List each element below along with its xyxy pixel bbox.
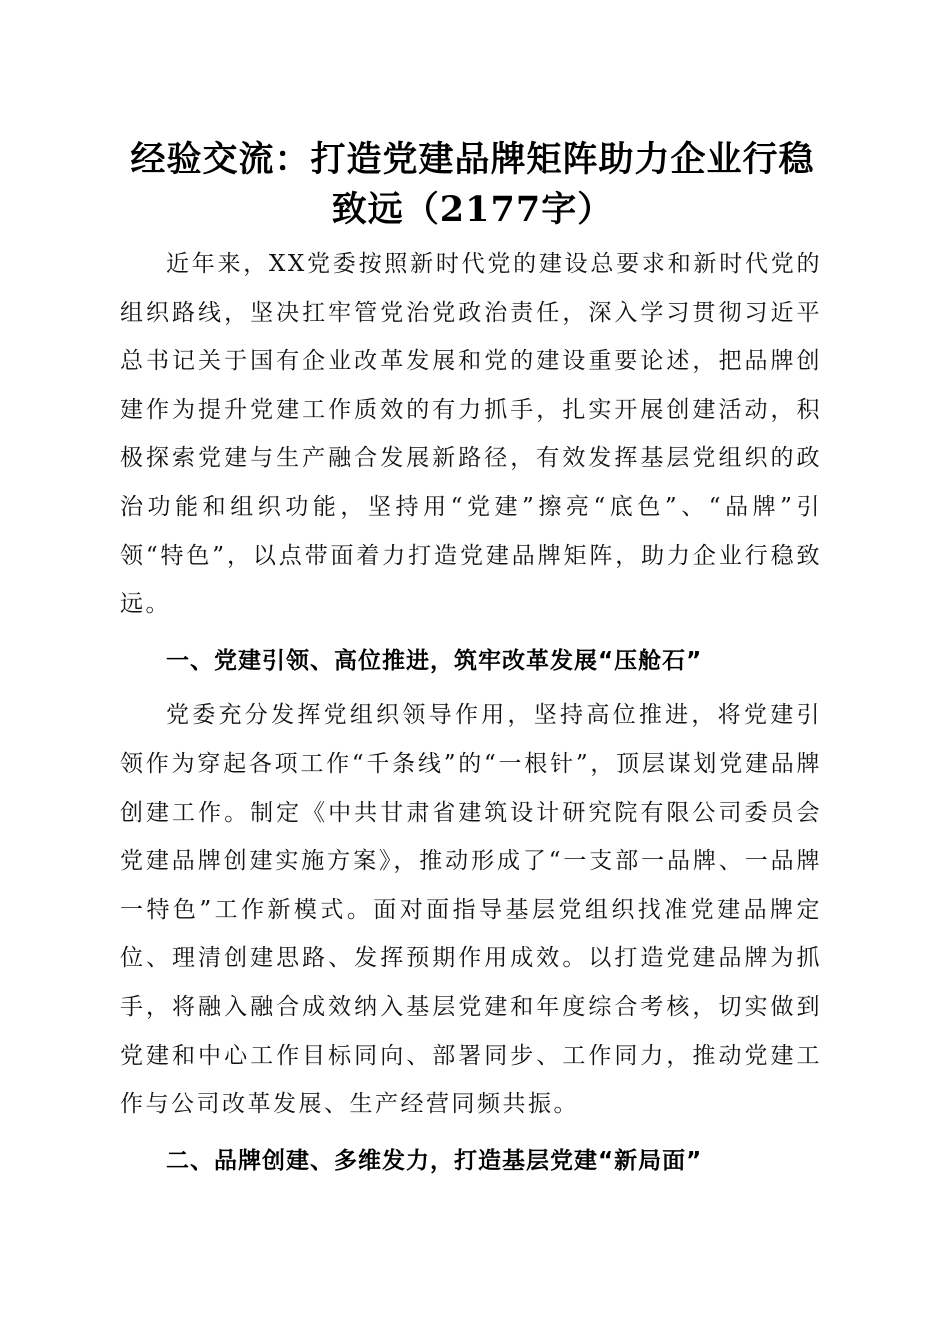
section-1-heading: 一、党建引领、高位推进，筑牢改革发展“压舱石” <box>166 647 703 674</box>
section-2-heading: 二、品牌创建、多维发力，打造基层党建“新局面” <box>166 1147 703 1174</box>
document-title: 经验交流：打造党建品牌矩阵助力企业行稳致远（2177字） <box>130 139 815 230</box>
section-1-paragraph: 党委充分发挥党组织领导作用，坚持高位推进，将党建引领作为穿起各项工作“千条线”的“一根针”，顶层谋划党建品牌创建工作。制定《中共甘肃省建筑设计研究院有限公司委员会党建品牌创建实施方案》，推动形成了“一支部一品牌、一品牌一特色”工作新模式。面对面指导基层党组织找准党建品牌定位、理清创建思路、发挥预期作用成效。以打造党建品牌为抓手，将融入融合成效纳入基层党建和年度综合考核，切实做到党建和中心工作目标同向、部署同步、工作同力，推动党建工作与公司改革发展、生产经营同频共振。 <box>120 702 822 1118</box>
document-body <box>120 240 822 1191</box>
intro-paragraph: 近年来，XX党委按照新时代党的建设总要求和新时代党的组织路线，坚决扛牢管党治党政治责任，深入学习贯彻习近平总书记关于国有企业改革发展和党的建设重要论述，把品牌创建作为提升党建工作质效的有力抓手，扎实开展创建活动，积极探索党建与生产融合发展新路径，有效发挥基层党组织的政治功能和组织功能，坚持用“党建”擦亮“底色”、“品牌”引领“特色”，以点带面着力打造党建品牌矩阵，助力企业行稳致远。 <box>120 251 822 618</box>
